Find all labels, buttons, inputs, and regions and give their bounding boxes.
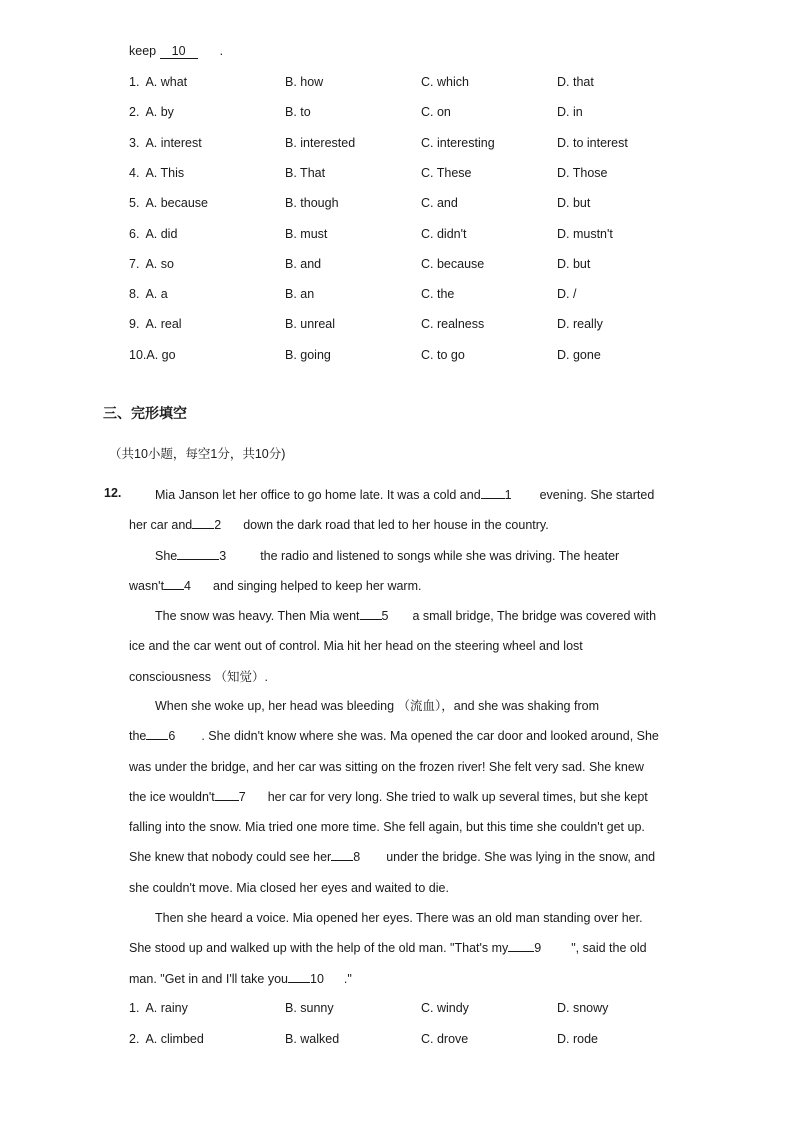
option-row	[129, 136, 649, 154]
option-d[interactable]: D. rode	[557, 1031, 598, 1046]
option-row	[129, 196, 649, 214]
option-number: 8.	[129, 287, 140, 302]
option-a-cell	[129, 348, 176, 362]
option-row	[129, 105, 649, 123]
option-a[interactable]: A. real	[145, 317, 182, 332]
option-c[interactable]: C. which	[421, 75, 469, 89]
option-a[interactable]: A. a	[145, 287, 168, 302]
option-b[interactable]: B. an	[285, 287, 315, 302]
option-b[interactable]: B. That	[285, 165, 326, 180]
option-c[interactable]: C. realness	[421, 317, 485, 332]
blank-6: 6	[168, 729, 176, 744]
blank-3: 3	[219, 549, 227, 563]
option-b[interactable]: B. going	[285, 347, 331, 362]
option-c[interactable]: C. on	[421, 105, 451, 120]
option-d[interactable]: D. mustn't	[557, 226, 613, 241]
option-d[interactable]: D. snowy	[557, 1001, 609, 1015]
option-a-cell	[129, 1032, 204, 1046]
option-row	[129, 348, 649, 366]
paragraph-1: Mia Janson let her office to go home late. It was a cold and 1 evening. She started her car and 2 down the dark road that led to her house in the country.	[129, 488, 655, 533]
option-number: 1.	[129, 75, 140, 89]
option-number: 2.	[129, 105, 140, 120]
option-b[interactable]: B. unreal	[285, 317, 336, 332]
option-a-cell	[129, 227, 177, 241]
section-note: （共10小题，每空1分，共10分)	[109, 447, 286, 461]
option-number: 10.	[129, 347, 147, 362]
option-a-cell	[129, 287, 168, 301]
option-a[interactable]: A. by	[145, 105, 174, 120]
option-a-cell	[129, 196, 208, 210]
option-c[interactable]: C. the	[421, 287, 455, 302]
option-number: 3.	[129, 135, 140, 150]
option-c[interactable]: C. windy	[421, 1001, 469, 1015]
option-c[interactable]: C. and	[421, 196, 458, 211]
option-a[interactable]: A. what	[145, 75, 188, 89]
top-line: keep 10 .	[129, 44, 224, 58]
blank-5: 5	[381, 609, 389, 623]
option-a[interactable]: A. so	[145, 256, 174, 271]
option-d[interactable]: D. Those	[557, 165, 608, 180]
option-b[interactable]: B. how	[285, 75, 324, 89]
option-d[interactable]: D. really	[557, 317, 603, 332]
option-number: 2.	[129, 1031, 140, 1046]
option-a-cell	[129, 105, 174, 119]
option-a[interactable]: A. because	[145, 196, 208, 211]
blank-10: 10	[160, 44, 198, 59]
blank-4: 4	[184, 579, 191, 594]
option-d[interactable]: D. but	[557, 196, 591, 211]
option-c[interactable]: C. These	[421, 165, 472, 180]
option-row	[129, 1001, 649, 1019]
option-d[interactable]: D. to interest	[557, 135, 628, 150]
option-a-cell	[129, 75, 187, 89]
option-b[interactable]: B. and	[285, 256, 322, 271]
option-d[interactable]: D. gone	[557, 347, 601, 362]
blank-7: 7	[238, 789, 246, 804]
option-c[interactable]: C. because	[421, 256, 485, 271]
option-number: 9.	[129, 317, 140, 332]
option-number: 4.	[129, 165, 140, 180]
section-title: 三、完形填空	[103, 405, 187, 421]
blank-9: 9	[534, 941, 542, 956]
blank-1: 1	[504, 488, 512, 502]
paragraph-2: She 3 the radio and listened to songs while she was driving. The heater wasn't 4 and singing helped to keep her warm.	[129, 549, 620, 594]
option-row	[129, 166, 649, 184]
option-a[interactable]: A. This	[145, 165, 185, 180]
option-number: 5.	[129, 196, 140, 211]
option-row	[129, 287, 649, 305]
question-number: 12.	[104, 486, 122, 500]
option-b[interactable]: B. must	[285, 226, 328, 241]
option-a-cell	[129, 257, 174, 271]
option-b[interactable]: B. interested	[285, 135, 356, 150]
option-a[interactable]: A. did	[145, 226, 178, 241]
option-a-cell	[129, 136, 202, 150]
option-row	[129, 257, 649, 275]
option-b[interactable]: B. walked	[285, 1031, 340, 1046]
option-a-cell	[129, 317, 182, 331]
option-a[interactable]: A. climbed	[145, 1031, 204, 1046]
option-c[interactable]: C. interesting	[421, 135, 495, 150]
blank-10-passage: 10	[310, 971, 324, 986]
option-b[interactable]: B. sunny	[285, 1001, 334, 1015]
blank-2: 2	[214, 518, 222, 533]
option-d[interactable]: D. /	[557, 287, 577, 302]
option-row	[129, 227, 649, 245]
option-number: 7.	[129, 256, 140, 271]
option-d[interactable]: D. that	[557, 75, 594, 89]
option-b[interactable]: B. to	[285, 105, 311, 120]
option-d[interactable]: D. in	[557, 105, 583, 120]
option-a[interactable]: A. interest	[145, 135, 202, 150]
option-number: 1.	[129, 1001, 140, 1015]
option-row	[129, 317, 649, 335]
option-a-cell	[129, 1001, 188, 1015]
paragraph-5: Then she heard a voice. Mia opened her eyes. There was an old man standing over her. She stood up and walked up with the help of the old man. "That's my 9 ", said the old man. "Get in and I'll take you 10 ."	[129, 911, 647, 986]
paragraph-3: The snow was heavy. Then Mia went 5 a small bridge, The bridge was covered with ice and the car went out of control. Mia hit her head on the steering wheel and lost consciousness （知觉）.	[129, 609, 657, 684]
option-number: 6.	[129, 226, 140, 241]
option-a[interactable]: A. rainy	[145, 1001, 188, 1015]
option-b[interactable]: B. though	[285, 196, 339, 211]
option-c[interactable]: C. didn't	[421, 226, 467, 241]
paragraph-4: When she woke up, her head was bleeding （流血），and she was shaking from the 6 . She didn't know where she was. Ma opened the car door and looked around, She was under the bridge, and her car was sitting on the frozen river! She felt very sad. She knew the ice wouldn't 7 her car for very long. She tried to walk up several times, but she kept falling into the snow. Mia tried one more time. She fell again, but this time she couldn't get up. She knew that nobody could see her 8 under the bridge. She was lying in the snow, and she couldn't move. Mia closed her eyes and waited to die.	[129, 699, 659, 895]
option-a[interactable]: A. go	[146, 347, 176, 362]
option-c[interactable]: C. drove	[421, 1031, 469, 1046]
option-c[interactable]: C. to go	[421, 347, 465, 362]
option-d[interactable]: D. but	[557, 256, 591, 271]
blank-8: 8	[353, 850, 361, 865]
option-row	[129, 75, 649, 93]
option-row	[129, 1032, 649, 1050]
option-a-cell	[129, 166, 184, 180]
